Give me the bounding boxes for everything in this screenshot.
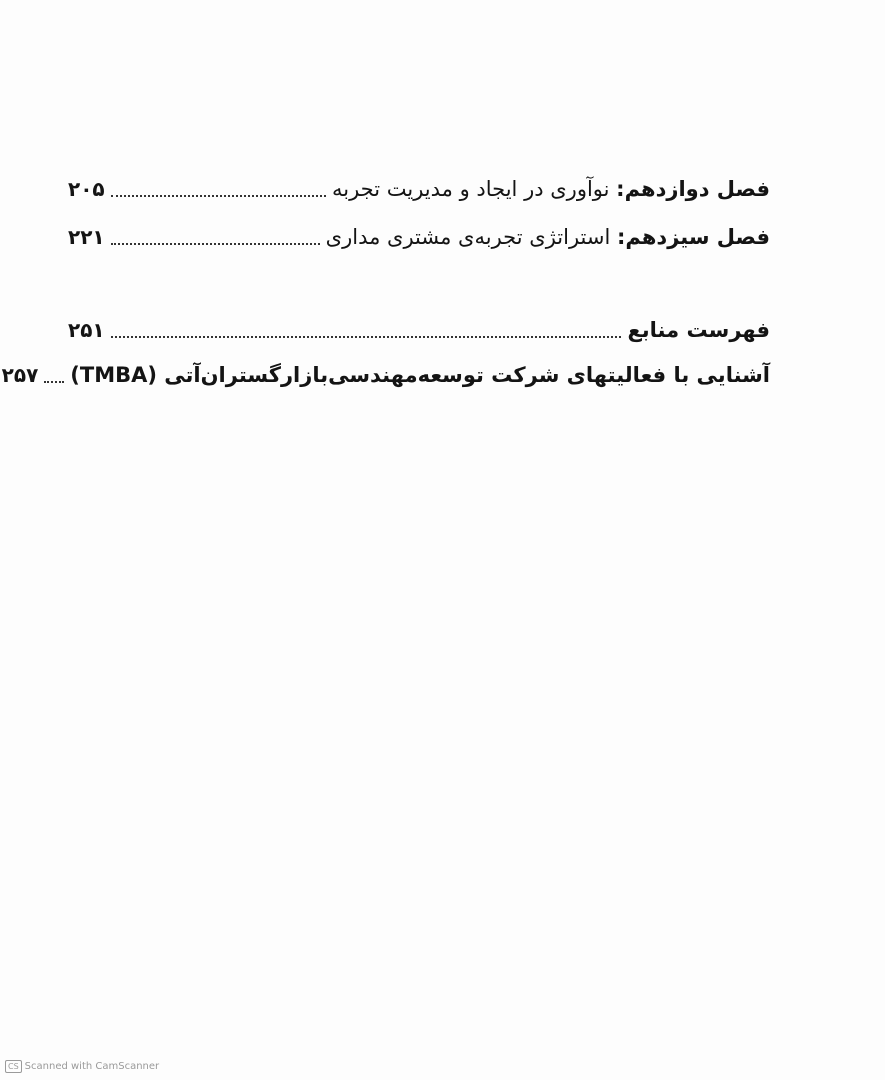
scanner-watermark bbox=[5, 1060, 159, 1073]
toc-entry-label bbox=[326, 220, 770, 254]
toc-entry-references bbox=[68, 307, 770, 347]
chapter-title: استراتژی تجربه‌ی مشتری مداری bbox=[325, 225, 617, 249]
toc-entry-label bbox=[332, 172, 770, 206]
watermark-text: Scanned with CamScanner bbox=[24, 1061, 160, 1072]
toc-entry-company-intro bbox=[1, 352, 770, 392]
chapter-heading: فصل سیزدهم: bbox=[617, 225, 770, 249]
leader-dots bbox=[111, 336, 622, 338]
toc-entry-label: فهرست منابع bbox=[627, 318, 770, 342]
toc-entry-chapter-12 bbox=[68, 166, 770, 206]
toc-entry-chapter-13 bbox=[68, 214, 770, 254]
chapter-title: نوآوری در ایجاد و مدیریت تجربه bbox=[331, 177, 617, 201]
toc-entry-label: آشنایی با فعالیتهای شرکت توسعه‌مهندسی‌بازارگستران‌آتی (TMBA) bbox=[70, 363, 770, 387]
page-number: ۲۵۷ bbox=[1, 363, 39, 387]
camscanner-logo-icon: CS bbox=[5, 1060, 22, 1073]
page-number: ۲۰۵ bbox=[68, 177, 105, 201]
page-number: ۲۲۱ bbox=[68, 225, 105, 249]
leader-dots bbox=[111, 243, 320, 245]
leader-dots bbox=[44, 381, 64, 383]
leader-dots bbox=[111, 195, 326, 197]
page-number: ۲۵۱ bbox=[68, 318, 105, 342]
chapter-heading: فصل دوازدهم: bbox=[616, 177, 770, 201]
